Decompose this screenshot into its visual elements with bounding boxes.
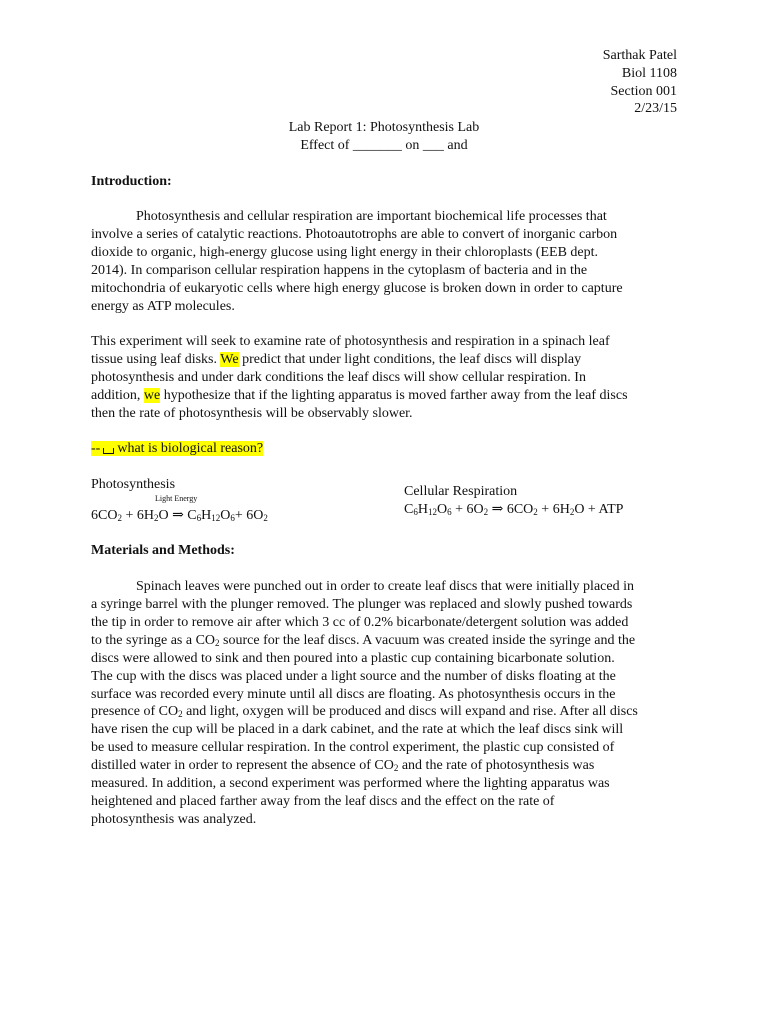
methods-text: presence of CO	[91, 704, 179, 719]
methods-text: and light, oxygen will be produced and discs will expand and rise. After all discs	[182, 704, 638, 719]
author-header	[603, 47, 677, 118]
intro-p1-line: dioxide to organic, high-energy glucose using light energy in their chloroplasts (EEB dept.	[91, 245, 599, 260]
eq-part: C	[404, 502, 414, 517]
eq-sub: 6	[230, 513, 235, 523]
eq-sub: 12	[427, 507, 437, 517]
review-comment	[91, 440, 263, 458]
respiration-equation	[404, 501, 623, 519]
eq-sub: 2	[569, 507, 575, 517]
eq-sub: 2	[117, 513, 122, 523]
intro-p2-text: tissue using leaf disks.	[91, 352, 221, 367]
eq-sub: 2	[393, 763, 399, 773]
methods-text: to the syringe as a CO	[91, 633, 216, 648]
methods-line: measured. In addition, a second experiment was performed where the lighting apparatus was	[91, 776, 610, 791]
intro-p1-line: Photosynthesis and cellular respiration are important biochemical life processes that	[136, 209, 607, 224]
intro-p1-line: involve a series of catalytic reactions. Photoautotrophs are able to convert of inorganic carbon	[91, 227, 618, 242]
comment-marker-icon	[103, 448, 114, 454]
eq-sub: 6	[196, 513, 202, 523]
light-energy-label: Light Energy	[155, 494, 198, 503]
eq-sub: 6	[413, 507, 418, 517]
eq-sub: 2	[483, 507, 489, 517]
eq-sub: 2	[263, 513, 268, 523]
comment-highlight	[91, 441, 263, 456]
course-number: Biol 1108	[621, 65, 677, 81]
methods-text: source for the leaf discs. A vacuum was created inside the syringe and the	[219, 633, 636, 648]
intro-p2-text: addition,	[91, 388, 144, 403]
eq-part: 6CO	[91, 508, 118, 523]
eq-part: O + ATP	[574, 502, 624, 517]
methods-line: photosynthesis was analyzed.	[91, 812, 257, 827]
intro-p2-line	[91, 351, 581, 369]
methods-line: Spinach leaves were punched out in order to create leaf discs that were initially placed in	[136, 579, 634, 594]
eq-part: O ⇒ C	[158, 508, 197, 523]
eq-sub: 2	[178, 709, 183, 719]
methods-line	[91, 703, 638, 721]
eq-sub: 6	[447, 507, 452, 517]
methods-text: and the rate of photosynthesis was	[398, 758, 595, 773]
intro-p1-line: mitochondria of eukaryotic cells where high energy glucose is broken down in order to capture	[91, 281, 623, 296]
eq-sub: 2	[215, 638, 220, 648]
eq-part: + 6O	[234, 508, 264, 523]
methods-line: the tip in order to remove air after which 3 cc of 0.2% bicarbonate/detergent solution was added	[91, 615, 629, 630]
methods-line	[91, 757, 594, 775]
eq-part: O	[436, 502, 448, 517]
methods-line: surface was recorded every minute until all discs are floating. As photosynthesis occurs in the	[91, 687, 616, 702]
eq-sub: 12	[211, 513, 221, 523]
introduction-heading: Introduction:	[91, 174, 172, 189]
highlighted-word: we	[143, 388, 161, 403]
eq-part: + 6O	[451, 502, 484, 517]
comment-prefix: --	[91, 441, 101, 456]
eq-sub: 2	[533, 507, 538, 517]
eq-part: + 6H	[121, 508, 154, 523]
intro-p2-line: This experiment will seek to examine rate of photosynthesis and respiration in a spinach leaf	[91, 334, 610, 349]
report-date: 2/23/15	[634, 101, 677, 117]
intro-p1-line: energy as ATP molecules.	[91, 299, 235, 314]
eq-part: H	[201, 508, 212, 523]
eq-part: ⇒ 6CO	[488, 502, 534, 517]
methods-line: The cup with the discs was placed under a light source and the number of disks floating at the	[91, 669, 616, 684]
eq-part: + 6H	[537, 502, 570, 517]
photosynthesis-label: Photosynthesis	[91, 477, 176, 492]
report-subtitle: Effect of _______ on ___ and	[300, 138, 468, 153]
eq-part: H	[417, 502, 428, 517]
methods-line: be used to measure cellular respiration. In the control experiment, the plastic cup consisted of	[91, 740, 615, 755]
photosynthesis-equation	[91, 507, 268, 525]
intro-p1-line: 2014). In comparison cellular respiration happens in the cytoplasm of bacteria and in the	[91, 263, 588, 278]
respiration-label: Cellular Respiration	[404, 484, 518, 499]
methods-line: discs were allowed to sink and then poured into a plastic cup containing bicarbonate solution.	[91, 651, 615, 666]
methods-text: distilled water in order to represent the absence of CO	[91, 758, 394, 773]
report-title: Lab Report 1: Photosynthesis Lab	[288, 120, 480, 135]
eq-part: O	[220, 508, 231, 523]
intro-p2-text: predict that under light conditions, the leaf discs will display	[238, 352, 582, 367]
intro-p2-text: hypothesize that if the lighting apparatus is moved farther away from the leaf discs	[160, 388, 628, 403]
intro-p2-line: then the rate of photosynthesis will be observably slower.	[91, 406, 413, 421]
methods-heading: Materials and Methods:	[91, 543, 235, 558]
methods-line	[91, 632, 635, 650]
methods-line: heightened and placed farther away from the leaf discs and the effect on the rate of	[91, 794, 555, 809]
intro-p2-line	[91, 387, 628, 405]
author-name: Sarthak Patel	[602, 48, 677, 63]
highlighted-word: We	[220, 352, 239, 367]
eq-sub: 2	[153, 513, 159, 523]
comment-text: what is biological reason?	[117, 441, 264, 456]
methods-line: a syringe barrel with the plunger removed. The plunger was replaced and slowly pushed towards	[91, 597, 633, 612]
intro-p2-line: photosynthesis and under dark conditions the leaf discs will show cellular respiration. In	[91, 370, 586, 385]
section-number: Section 001	[610, 83, 677, 99]
methods-line: have risen the cup will be placed in a dark cabinet, and the rate at which the leaf discs sink will	[91, 722, 624, 737]
